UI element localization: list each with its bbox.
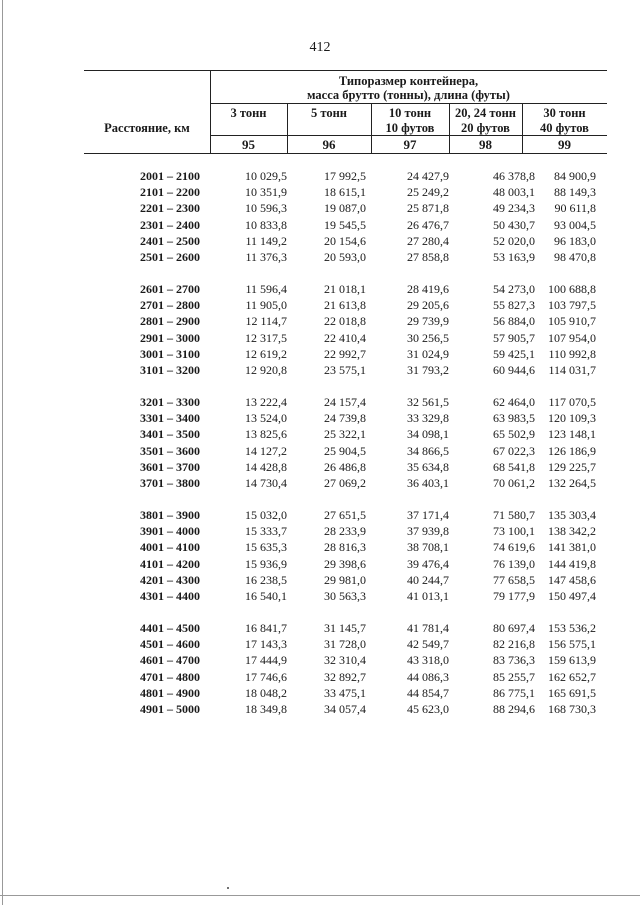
page-number: 412	[309, 40, 331, 55]
tariff-value-cell: 31 024,9	[407, 346, 449, 361]
tariff-value-cell: 10 029,5	[245, 169, 287, 183]
tariff-value-cell: 18 615,1	[324, 185, 366, 200]
distance-range-cell: 4801 – 4900	[140, 685, 200, 700]
tariff-value-cell: 156 575,1	[548, 637, 596, 652]
tariff-value-cell: 35 634,8	[407, 459, 449, 474]
tariff-value-cell: 27 069,2	[324, 476, 366, 490]
page-bottom-line	[0, 895, 640, 896]
tariff-value-cell: 38 708,1	[407, 540, 449, 555]
tariff-value-cell: 100 688,8	[548, 282, 596, 296]
tariff-value-cell: 165 691,5	[548, 685, 596, 700]
tariff-value-cell: 18 349,8	[245, 702, 287, 716]
tariff-value-cell: 63 983,5	[493, 411, 535, 426]
tariff-value-cell: 150 497,4	[548, 589, 596, 603]
table-row	[0, 572, 640, 588]
column-header-99: 30 тонн	[543, 106, 586, 120]
tariff-value-cell: 79 177,9	[493, 589, 535, 603]
group-title-line1: Типоразмер контейнера,	[338, 74, 479, 88]
tariff-value-cell: 16 238,5	[245, 572, 287, 587]
tariff-value-cell: 14 428,8	[245, 459, 287, 474]
table-row	[0, 459, 640, 475]
tariff-value-cell: 42 549,7	[407, 637, 449, 652]
tariff-value-cell: 22 410,4	[324, 330, 366, 345]
tariff-value-cell: 11 376,3	[245, 250, 287, 264]
tariff-value-cell: 28 816,3	[324, 540, 366, 555]
distance-range-cell: 3701 – 3800	[140, 476, 200, 490]
table-row	[0, 652, 640, 668]
tariff-value-cell: 135 303,4	[548, 508, 596, 522]
distance-range-cell: 3301 – 3400	[140, 411, 200, 426]
tariff-value-cell: 11 149,2	[245, 233, 287, 248]
distance-column-header: Расстояние, км	[104, 121, 190, 135]
tariff-value-cell: 90 611,8	[554, 201, 596, 216]
column-subheader-99: 40 футов	[540, 121, 589, 135]
tariff-value-cell: 103 797,5	[548, 298, 596, 313]
tariff-value-cell: 56 884,0	[493, 314, 535, 329]
tariff-value-cell: 54 273,0	[493, 282, 535, 296]
distance-range-cell: 2301 – 2400	[140, 217, 200, 232]
tariff-value-cell: 28 419,6	[407, 282, 449, 296]
tariff-value-cell: 31 728,0	[324, 637, 366, 652]
tariff-value-cell: 45 623,0	[407, 702, 449, 716]
tariff-value-cell: 10 351,9	[245, 185, 287, 200]
tariff-value-cell: 60 944,6	[493, 363, 535, 377]
tariff-value-cell: 14 730,4	[245, 476, 287, 490]
tariff-value-cell: 20 593,0	[324, 250, 366, 264]
tariff-value-cell: 50 430,7	[493, 217, 535, 232]
tariff-value-cell: 105 910,7	[548, 314, 596, 329]
distance-range-cell: 3101 – 3200	[140, 363, 200, 377]
tariff-value-cell: 138 342,2	[548, 524, 596, 539]
table-row	[0, 184, 640, 200]
tariff-value-cell: 70 061,2	[493, 476, 535, 490]
tariff-value-cell: 30 256,5	[407, 330, 449, 345]
tariff-value-cell: 12 920,8	[245, 363, 287, 377]
tariff-value-cell: 32 892,7	[324, 669, 366, 684]
column-header-98: 20, 24 тонн	[454, 106, 516, 120]
tariff-value-cell: 40 244,7	[407, 572, 449, 587]
tariff-value-cell: 53 163,9	[493, 250, 535, 264]
tariff-value-cell: 17 444,9	[245, 653, 287, 668]
distance-range-cell: 3801 – 3900	[140, 508, 200, 522]
table-row	[0, 620, 640, 636]
tariff-value-cell: 15 333,7	[245, 524, 287, 539]
tariff-value-cell: 159 613,9	[548, 653, 596, 668]
tariff-value-cell: 168 730,3	[548, 702, 596, 716]
tariff-value-cell: 34 866,5	[407, 443, 449, 458]
tariff-value-cell: 80 697,4	[493, 621, 535, 635]
tariff-value-cell: 141 381,0	[548, 540, 596, 555]
tariff-value-cell: 76 139,0	[493, 556, 535, 571]
tariff-value-cell: 12 114,7	[245, 314, 287, 329]
tariff-value-cell: 88 149,3	[554, 185, 596, 200]
distance-range-cell: 2701 – 2800	[140, 298, 200, 313]
distance-range-cell: 4701 – 4800	[140, 669, 200, 684]
table-row	[0, 669, 640, 685]
tariff-value-cell: 107 954,0	[548, 330, 596, 345]
tariff-value-cell: 83 736,3	[493, 653, 535, 668]
tariff-value-cell: 67 022,3	[493, 443, 535, 458]
distance-range-cell: 4901 – 5000	[140, 702, 200, 716]
table-row	[0, 443, 640, 459]
tariff-value-cell: 16 540,1	[245, 589, 287, 603]
tariff-value-cell: 153 536,2	[548, 621, 596, 635]
tariff-value-cell: 46 378,8	[493, 169, 535, 183]
tariff-value-cell: 34 057,4	[324, 702, 366, 716]
table-row	[0, 330, 640, 346]
distance-range-cell: 3901 – 4000	[140, 524, 200, 539]
tariff-value-cell: 24 157,4	[324, 395, 366, 409]
table-row	[0, 297, 640, 313]
tariff-value-cell: 93 004,5	[554, 217, 596, 232]
distance-range-cell: 4201 – 4300	[140, 572, 200, 587]
tariff-value-cell: 44 854,7	[407, 685, 449, 700]
table-row	[0, 217, 640, 233]
column-header-95: 3 тонн	[230, 106, 267, 120]
tariff-value-cell: 120 109,3	[548, 411, 596, 426]
tariff-value-cell: 19 087,0	[324, 201, 366, 216]
tariff-value-cell: 10 833,8	[245, 217, 287, 232]
tariff-value-cell: 29 205,6	[407, 298, 449, 313]
tariff-value-cell: 27 280,4	[407, 233, 449, 248]
tariff-value-cell: 98 470,8	[554, 250, 596, 264]
tariff-value-cell: 44 086,3	[407, 669, 449, 684]
tariff-value-cell: 84 900,9	[554, 169, 596, 183]
tariff-value-cell: 13 825,6	[245, 427, 287, 442]
tariff-value-cell: 37 939,8	[407, 524, 449, 539]
tariff-value-cell: 162 652,7	[548, 669, 596, 684]
tariff-value-cell: 30 563,3	[324, 589, 366, 603]
table-row	[0, 394, 640, 410]
tariff-value-cell: 129 225,7	[548, 459, 596, 474]
distance-range-cell: 3601 – 3700	[140, 459, 200, 474]
tariff-value-cell: 37 171,4	[407, 508, 449, 522]
tariff-value-cell: 31 145,7	[324, 621, 366, 635]
column-code-99: 99	[558, 137, 571, 152]
tariff-value-cell: 123 148,1	[548, 427, 596, 442]
tariff-value-cell: 17 746,6	[245, 669, 287, 684]
table-row	[0, 475, 640, 491]
tariff-value-cell: 73 100,1	[493, 524, 535, 539]
table-row	[0, 523, 640, 539]
tariff-value-cell: 12 619,2	[245, 346, 287, 361]
tariff-value-cell: 22 018,8	[324, 314, 366, 329]
column-code-95: 95	[242, 137, 255, 152]
tariff-value-cell: 29 981,0	[324, 572, 366, 587]
table-row	[0, 636, 640, 652]
tariff-value-cell: 144 419,8	[548, 556, 596, 571]
column-code-98: 98	[479, 137, 492, 152]
tariff-value-cell: 114 031,7	[548, 363, 596, 377]
tariff-value-cell: 147 458,6	[548, 572, 596, 587]
tariff-value-cell: 13 524,0	[245, 411, 287, 426]
scan-speck	[227, 887, 229, 889]
tariff-value-cell: 11 596,4	[245, 282, 287, 296]
distance-range-cell: 4401 – 4500	[140, 621, 200, 635]
distance-range-cell: 4101 – 4200	[140, 556, 200, 571]
tariff-value-cell: 88 294,6	[493, 702, 535, 716]
table-row	[0, 249, 640, 265]
table-row	[0, 507, 640, 523]
tariff-value-cell: 132 264,5	[548, 476, 596, 490]
tariff-value-cell: 52 020,0	[493, 233, 535, 248]
distance-range-cell: 2801 – 2900	[140, 314, 200, 329]
tariff-value-cell: 25 322,1	[324, 427, 366, 442]
distance-range-cell: 4601 – 4700	[140, 653, 200, 668]
table-row	[0, 410, 640, 426]
distance-range-cell: 2901 – 3000	[140, 330, 200, 345]
tariff-value-cell: 21 613,8	[324, 298, 366, 313]
table-row	[0, 426, 640, 442]
tariff-value-cell: 59 425,1	[493, 346, 535, 361]
tariff-value-cell: 26 486,8	[324, 459, 366, 474]
tariff-value-cell: 41 781,4	[407, 621, 449, 635]
tariff-value-cell: 39 476,4	[407, 556, 449, 571]
tariff-value-cell: 15 032,0	[245, 508, 287, 522]
tariff-value-cell: 27 858,8	[407, 250, 449, 264]
tariff-value-cell: 29 739,9	[407, 314, 449, 329]
tariff-value-cell: 86 775,1	[493, 685, 535, 700]
distance-range-cell: 3201 – 3300	[140, 395, 200, 409]
column-header-96: 5 тонн	[310, 106, 347, 120]
distance-range-cell: 2201 – 2300	[140, 201, 200, 216]
tariff-value-cell: 25 249,2	[407, 185, 449, 200]
tariff-value-cell: 55 827,3	[493, 298, 535, 313]
tariff-value-cell: 117 070,5	[548, 395, 596, 409]
distance-range-cell: 3501 – 3600	[140, 443, 200, 458]
group-title-line2: масса брутто (тонны), длина (футы)	[307, 88, 510, 102]
tariff-value-cell: 25 871,8	[407, 201, 449, 216]
distance-range-cell: 4001 – 4100	[140, 540, 200, 555]
tariff-value-cell: 126 186,9	[548, 443, 596, 458]
tariff-value-cell: 31 793,2	[407, 363, 449, 377]
table-row	[0, 701, 640, 717]
tariff-value-cell: 34 098,1	[407, 427, 449, 442]
distance-range-cell: 2001 – 2100	[140, 169, 200, 183]
tariff-value-cell: 43 318,0	[407, 653, 449, 668]
tariff-value-cell: 17 143,3	[245, 637, 287, 652]
tariff-value-cell: 20 154,6	[324, 233, 366, 248]
column-subheader-98: 20 футов	[461, 121, 510, 135]
tariff-value-cell: 68 541,8	[493, 459, 535, 474]
tariff-value-cell: 11 905,0	[245, 298, 287, 313]
tariff-value-cell: 71 580,7	[493, 508, 535, 522]
tariff-value-cell: 96 183,0	[554, 233, 596, 248]
tariff-value-cell: 28 233,9	[324, 524, 366, 539]
tariff-value-cell: 77 658,5	[493, 572, 535, 587]
tariff-value-cell: 22 992,7	[324, 346, 366, 361]
tariff-value-cell: 15 936,9	[245, 556, 287, 571]
table-row	[0, 313, 640, 329]
table-row	[0, 685, 640, 701]
tariff-value-cell: 82 216,8	[493, 637, 535, 652]
table-row	[0, 168, 640, 184]
tariff-value-cell: 26 476,7	[407, 217, 449, 232]
tariff-value-cell: 12 317,5	[245, 330, 287, 345]
table-row	[0, 233, 640, 249]
tariff-value-cell: 41 013,1	[407, 589, 449, 603]
column-code-96: 96	[322, 137, 336, 152]
table-row	[0, 362, 640, 378]
distance-range-cell: 2101 – 2200	[140, 185, 200, 200]
tariff-value-cell: 33 475,1	[324, 685, 366, 700]
distance-range-cell: 4501 – 4600	[140, 637, 200, 652]
tariff-value-cell: 110 992,8	[548, 346, 596, 361]
tariff-value-cell: 29 398,6	[324, 556, 366, 571]
tariff-value-cell: 65 502,9	[493, 427, 535, 442]
tariff-value-cell: 33 329,8	[407, 411, 449, 426]
tariff-value-cell: 49 234,3	[493, 201, 535, 216]
distance-range-cell: 2401 – 2500	[140, 233, 200, 248]
distance-range-cell: 3001 – 3100	[140, 346, 200, 361]
table-row	[0, 556, 640, 572]
tariff-value-cell: 24 739,8	[324, 411, 366, 426]
column-subheader-97: 10 футов	[385, 121, 435, 135]
tariff-value-cell: 17 992,5	[324, 169, 366, 183]
tariff-value-cell: 48 003,1	[493, 185, 535, 200]
table-row	[0, 200, 640, 216]
tariff-value-cell: 21 018,1	[324, 282, 366, 296]
tariff-value-cell: 62 464,0	[493, 395, 535, 409]
tariff-value-cell: 13 222,4	[245, 395, 287, 409]
tariff-value-cell: 32 310,4	[324, 653, 366, 668]
tariff-value-cell: 27 651,5	[324, 508, 366, 522]
tariff-value-cell: 24 427,9	[407, 169, 449, 183]
column-code-97: 97	[403, 137, 417, 152]
tariff-value-cell: 57 905,7	[493, 330, 535, 345]
tariff-value-cell: 14 127,2	[245, 443, 287, 458]
table-row	[0, 346, 640, 362]
tariff-value-cell: 16 841,7	[245, 621, 287, 635]
table-row	[0, 539, 640, 555]
tariff-value-cell: 85 255,7	[493, 669, 535, 684]
distance-range-cell: 3401 – 3500	[140, 427, 200, 442]
tariff-value-cell: 10 596,3	[245, 201, 287, 216]
tariff-value-cell: 19 545,5	[324, 217, 366, 232]
tariff-value-cell: 32 561,5	[407, 395, 449, 409]
tariff-value-cell: 15 635,3	[245, 540, 287, 555]
tariff-value-cell: 74 619,6	[493, 540, 535, 555]
distance-range-cell: 2601 – 2700	[140, 282, 200, 296]
tariff-value-cell: 23 575,1	[324, 363, 366, 377]
column-header-97: 10 тонн	[388, 106, 432, 120]
tariff-value-cell: 36 403,1	[407, 476, 449, 490]
distance-range-cell: 2501 – 2600	[140, 250, 200, 264]
tariff-value-cell: 25 904,5	[324, 443, 366, 458]
table-row	[0, 281, 640, 297]
tariff-value-cell: 18 048,2	[245, 685, 287, 700]
table-row	[0, 588, 640, 604]
distance-range-cell: 4301 – 4400	[140, 589, 200, 603]
